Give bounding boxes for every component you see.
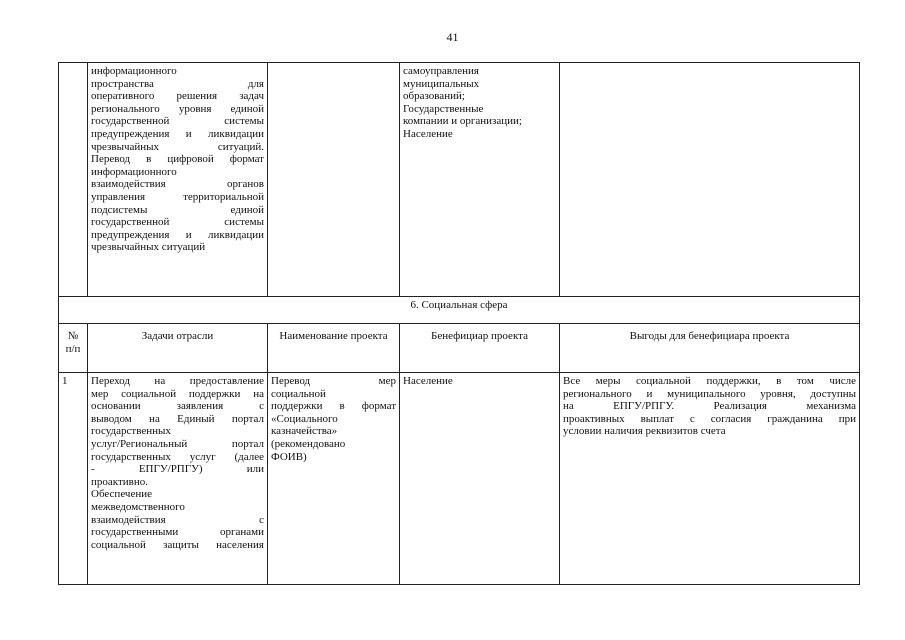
row-tasks-text xyxy=(91,375,264,551)
text-line: проактивных выплат с согласия гражданина при xyxy=(563,412,856,425)
text-line: Перевод в цифровой формат xyxy=(91,153,264,166)
table-row-continuation xyxy=(59,63,860,297)
text-line: Обеспечение xyxy=(91,488,152,501)
text-line: взаимодействия органов xyxy=(91,178,264,191)
text-line: межведомственного xyxy=(91,500,185,513)
text-line: услуг/Региональный портал xyxy=(91,437,264,450)
text-line: казначейства» xyxy=(271,425,338,438)
project-cell xyxy=(268,63,400,297)
header-tasks: Задачи отрасли xyxy=(88,324,268,373)
text-line: социальной защиты населения xyxy=(91,538,264,551)
text-line: условии наличия реквизитов счета xyxy=(563,425,726,438)
row-project xyxy=(268,373,400,585)
beneficiary-cell xyxy=(400,63,560,297)
text-line: компании и организации; xyxy=(403,115,522,128)
projects-table xyxy=(58,62,860,585)
row-number: 1 xyxy=(59,373,88,585)
row-beneficiary: Население xyxy=(400,373,560,585)
text-line: информационного xyxy=(91,165,177,178)
text-line: на ЕПГУ/РПГУ. Реализация механизма xyxy=(563,400,856,413)
text-line: Все меры социальной поддержки, в том числе xyxy=(563,375,856,387)
header-benefits: Выгоды для бенефициара проекта xyxy=(560,324,860,373)
text-line: предупреждения и ликвидации xyxy=(91,127,264,140)
text-line: самоуправления xyxy=(403,65,479,77)
text-line: подсистемы единой xyxy=(91,203,264,216)
text-line: мер социальной поддержки на xyxy=(91,387,264,400)
text-line: Государственные xyxy=(403,102,484,115)
text-line: чрезвычайных ситуаций xyxy=(91,241,206,254)
continuation-beneficiary-text xyxy=(403,65,556,141)
text-line: государственных xyxy=(91,425,171,438)
text-line: основании заявления с xyxy=(91,400,264,413)
header-num: № п/п xyxy=(59,324,88,373)
text-line: государственной системы xyxy=(91,115,264,128)
row-benefits xyxy=(560,373,860,585)
header-project: Наименование проекта xyxy=(268,324,400,373)
text-line: проактивно. xyxy=(91,475,148,488)
tasks-cell xyxy=(88,63,268,297)
text-line: социальной xyxy=(271,387,326,400)
text-line: (рекомендовано xyxy=(271,437,346,450)
text-line: чрезвычайных ситуаций. xyxy=(91,140,264,153)
row-tasks xyxy=(88,373,268,585)
text-line: Переход на предоставление xyxy=(91,375,264,387)
text-line: государственных услуг (далее xyxy=(91,450,264,463)
benefits-cell xyxy=(560,63,860,297)
text-line: Население xyxy=(403,127,453,140)
text-line: государственной системы xyxy=(91,216,264,229)
section-title: 6. Социальная сфера xyxy=(59,297,860,324)
page-number: 41 xyxy=(446,30,459,44)
text-line: оперативного решения задач xyxy=(91,90,264,103)
text-line: «Социального xyxy=(271,412,338,425)
section-row xyxy=(59,297,860,324)
text-line: регионального и муниципального уровня, доступны xyxy=(563,387,856,400)
num-cell xyxy=(59,63,88,297)
text-line: муниципальных xyxy=(403,77,480,90)
text-line: образований; xyxy=(403,90,465,103)
text-line: поддержки в формат xyxy=(271,400,396,413)
row-project-text xyxy=(271,375,396,463)
text-line: пространства для xyxy=(91,77,264,90)
table-row xyxy=(59,373,860,585)
text-line: информационного xyxy=(91,65,177,77)
header-beneficiary: Бенефициар проекта xyxy=(400,324,560,373)
text-line: взаимодействия с xyxy=(91,513,264,526)
text-line: регионального уровня единой xyxy=(91,102,264,115)
text-line: Перевод мер xyxy=(271,375,396,387)
text-line: управления территориальной xyxy=(91,190,264,203)
text-line: - ЕПГУ/РПГУ) или xyxy=(91,463,264,476)
text-line: государственными органами xyxy=(91,526,264,539)
header-row xyxy=(59,324,860,373)
row-benefits-text xyxy=(563,375,856,438)
text-line: предупреждения и ликвидации xyxy=(91,228,264,241)
continuation-tasks-text xyxy=(91,65,264,254)
text-line: ФОИВ) xyxy=(271,450,307,463)
text-line: выводом на Единый портал xyxy=(91,412,264,425)
